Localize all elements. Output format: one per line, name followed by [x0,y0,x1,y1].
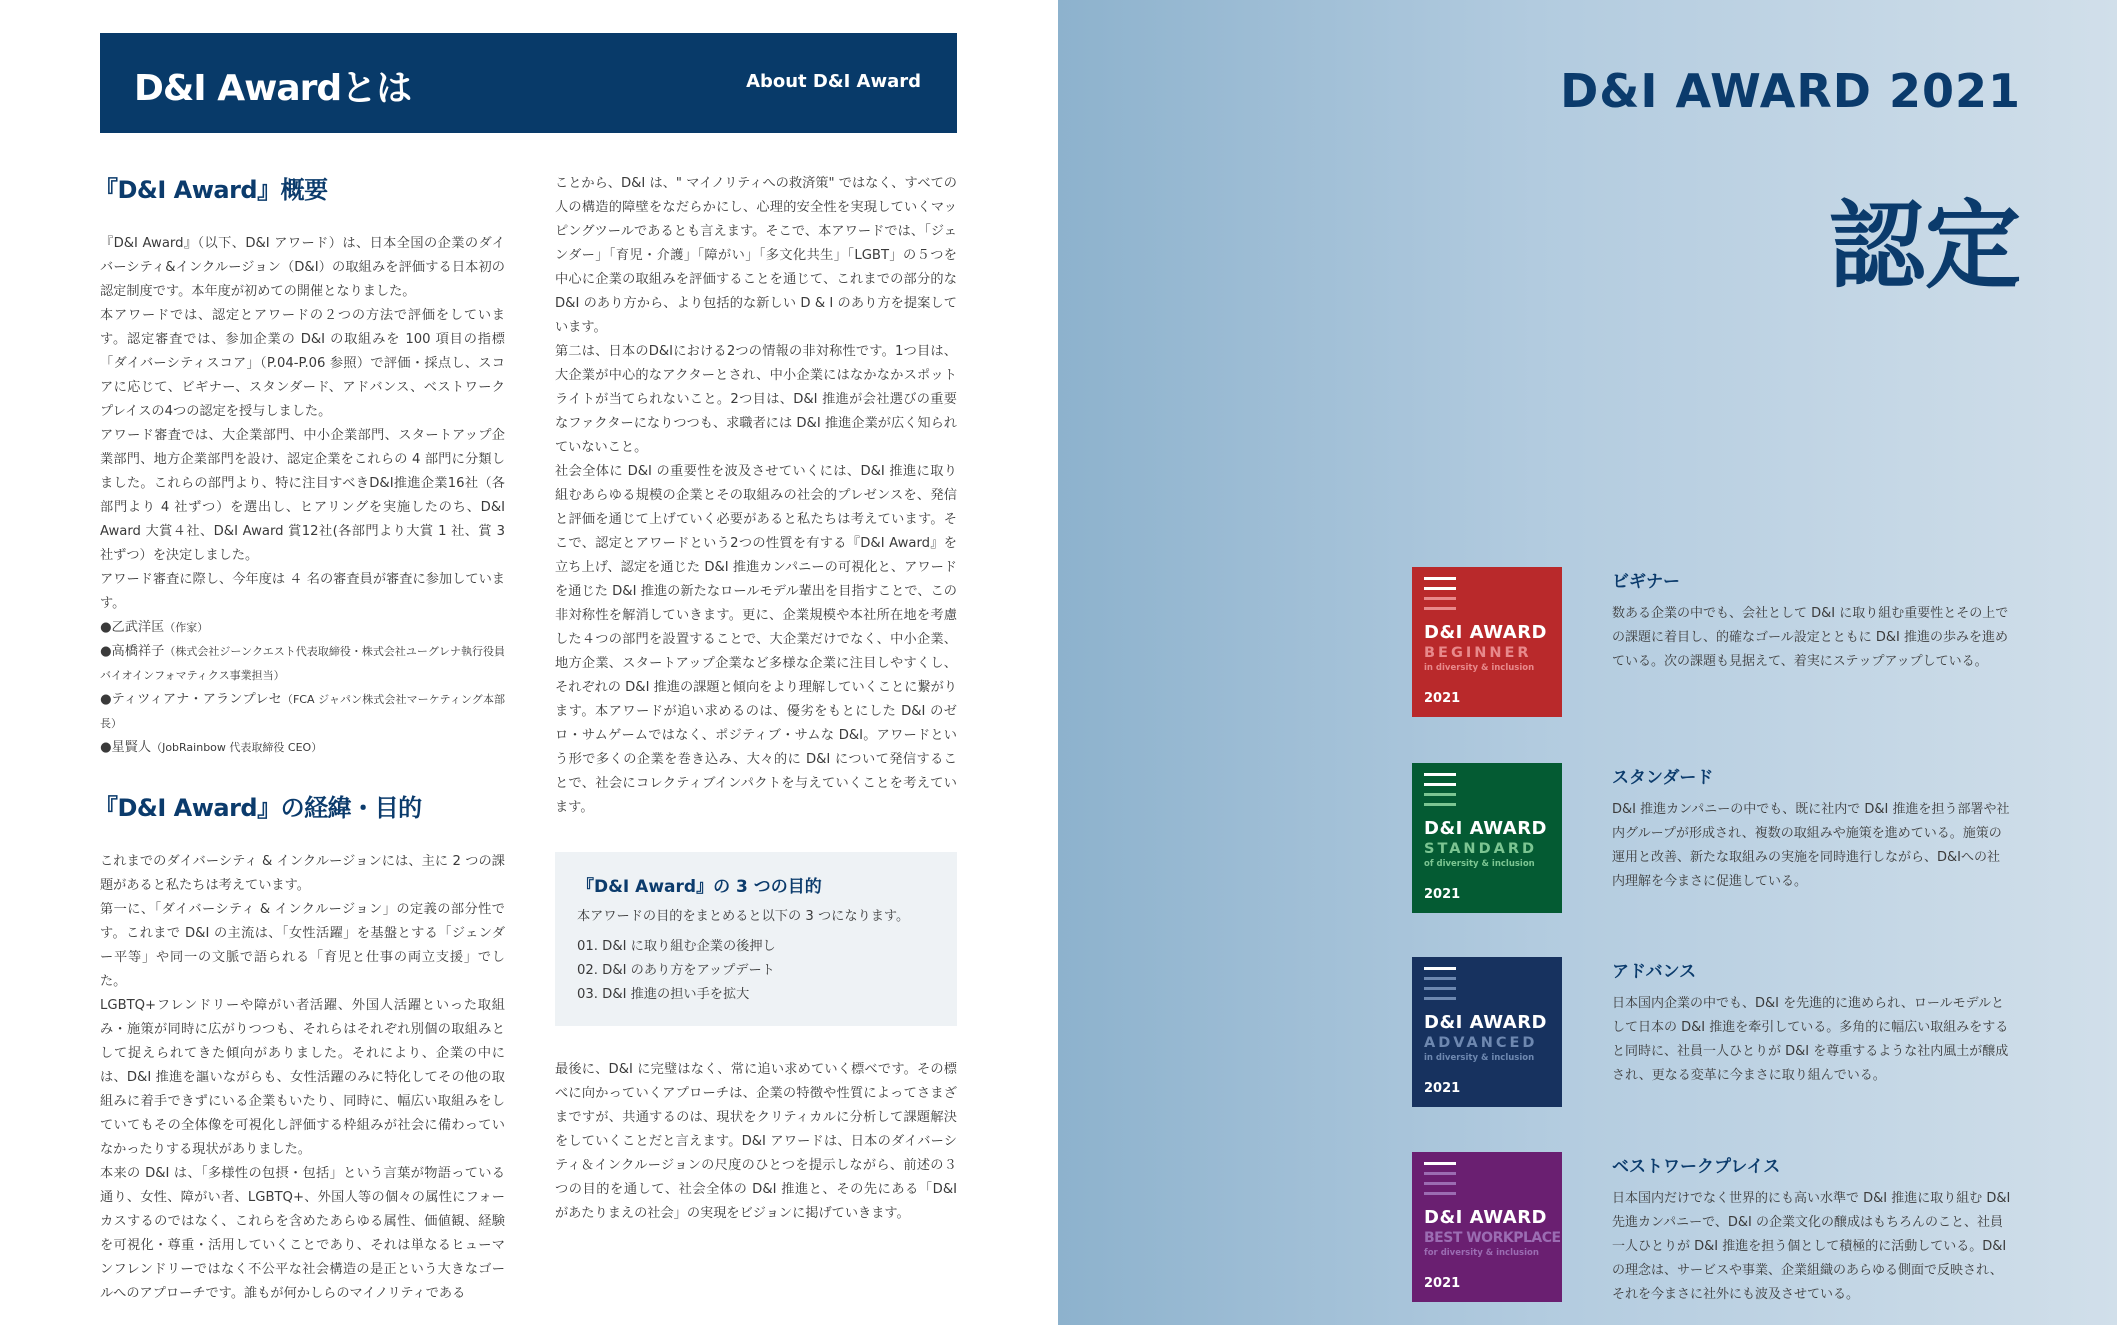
paragraph: 本来の D&I は、「多様性の包摂・包括」という言葉が物語っている通り、女性、障がい者、LGBTQ+、外国人等の個々の属性にフォーカスするのではなく、これらを含めたあらゆる属性、価値観、経験を可視化・尊重・活用していくことであり、それは単なるヒューマンフレンドリーではなく不公平な社会構造の是正という大きなゴールへのアプローチです。誰もが何かしらのマイノリティである [100,1166,505,1301]
judge-role: （FCA ジャパン株式会社マーケティング本部長） [100,693,505,730]
right-page [1058,0,2117,1325]
paragraph: アワード審査では、大企業部門、中小企業部門、スタートアップ企業部門、地方企業部門を設け、認定企業をこれらの 4 部門に分類しました。これらの部門より、特に注目すべきD&I推進企業16社（各部門より 4 社ずつ）を選出し、ヒアリングを実施したのち、D&I Award 大賞４社、D&I Award 賞12社(各部門より大賞 1 社、賞 3 社ずつ）を決定しました。 [100,428,505,563]
judge-name: ●高橋祥子 [100,644,165,659]
paragraph: 第一に、「ダイバーシティ & インクルージョン」の定義の部分性です。これまで D&I の主流は、「女性活躍」を基盤とする「ジェンダー平等」や同一の文脈で語られる「育児と仕事の両立支援」でした。 [100,902,505,989]
paragraph: 第二は、日本のD&Iにおける2つの情報の非対称性です。1つ目は、大企業が中心的なアクターとされ、中小企業にはなかなかスポットライトが当てられないこと。2つ目は、D&I 推進が会社選びの重要なファクターになりつつも、求職者には D&I 推進企業が広く知られていないこと。 [555,344,957,455]
badge-level: BEGINNER [1424,645,1532,661]
certification-name: ベストワークプレイス [1612,1157,1781,1177]
certification-name: スタンダード [1612,768,1714,788]
paragraph: ことから、D&I は、" マイノリティへの救済策" ではなく、すべての人の構造的障壁をなだらかにし、心理的安全性を実現していくマッピングツールであるとも言えます。そこで、本アワードでは、「ジェンダー」「育児・介護」「障がい」「多文化共生」「LGBT」の５つを中心に企業の取組みを評価することを通じて、これまでの部分的な D&I のあり方から、より包括的な新しい D & I のあり方を提案しています。 [555,176,957,335]
badge-level: ADVANCED [1424,1035,1538,1051]
judge-item [100,736,505,760]
badge-level: STANDARD [1424,841,1538,857]
judge-role: （作家） [164,621,209,634]
paragraph: 社会全体に D&I の重要性を波及させていくには、D&I 推進に取り組むあらゆる規模の企業とその取組みの社会的プレゼンスを、発信と評価を通じて上げていく必要があると私たちは考えています。そこで、認定とアワードという2つの性質を有する『D&I Award』を立ち上げ、認定を通じた D&I 推進カンパニーの可視化と、アワードを通じた D&I 推進の新たなロールモデル輩出を目指すことで、この非対称性を解消していきます。更に、企業規模や本社所在地を考慮した４つの部門を設置することで、大企業だけでなく、中小企業、地方企業、スタートアップ企業など多様な企業に注目しやすくし、それぞれの D&I 推進の課題と傾向をより理解していくことに繋がります。本アワードが追い求めるのは、優劣をもとにした D&I のゼロ・サムゲームではなく、ポジティブ・サムな D&I。アワードという形で多くの企業を巻き込み、大々的に D&I について発信することで、社会にコレクティブインパクトを与えていくことを考えています。 [555,464,957,815]
judge-item [100,640,505,688]
purpose-item: 03. D&I 推進の担い手を拡大 [577,987,750,1002]
judge-name: ●星賢人 [100,740,152,755]
menu-lines-icon [1424,1162,1550,1195]
overview-heading: 『D&I Award』概要 [94,176,328,204]
badge-tagline: in diversity & inclusion [1424,663,1535,673]
purpose-item: 02. D&I のあり方をアップデート [577,963,775,978]
judge-role: （株式会社ジーンクエスト代表取締役・株式会社ユーグレナ執行役員バイオインフォマティクス事業担当） [100,645,505,682]
column-2 [555,172,957,820]
menu-lines-icon [1424,967,1550,1000]
judge-name: ●ティツィアナ・アランプレセ [100,692,282,707]
badge-title: D&I AWARD [1424,818,1548,839]
certification-name: アドバンス [1612,962,1697,982]
certification-description: D&I 推進カンパニーの中でも、既に社内で D&I 推進を担う部署や社内グループが形成され、複数の取組みや施策を進めている。施策の運用と改善、新たな取組みの実施を同時進行しながら、D&Iへの社内理解を今まさに促進している。 [1612,802,2010,889]
badge-level: BEST WORKPLACE [1424,1230,1561,1246]
certification-title: 認定 [1829,190,2021,302]
paragraph: 『D&I Award』（以下、D&I アワード）は、日本全国の企業のダイバーシティ&インクルージョン（D&I）の取組みを評価する日本初の認定制度です。本年度が初めての開催となりました。 [100,236,505,299]
purpose-item: 01. D&I に取り組む企業の後押し [577,939,776,954]
paragraph: これまでのダイバーシティ & インクルージョンには、主に 2 つの課題があると私たちは考えています。 [100,854,505,893]
badge-title: D&I AWARD [1424,1012,1548,1033]
certification-description: 数ある企業の中でも、会社として D&I に取り組む重要性とその上での課題に着目し、的確なゴール設定とともに D&I 推進の歩みを進めている。次の課題も見据えて、着実にステップアップしている。 [1612,606,2009,669]
paragraph: LGBTQ+フレンドリーや障がい者活躍、外国人活躍といった取組み・施策が同時に広がりつつも、それらはそれぞれ別個の取組みとして捉えられてきた傾向がありました。それにより、企業の中には、D&I 推進を謳いながらも、女性活躍のみに特化してその他の取組みに着手できずにいる企業もいたり、同時に、幅広い取組みをしていてもその全体像を可視化し評価する枠組みが社会に備わっていなかったりする現状がありました。 [100,998,505,1157]
award-badge [1412,957,1562,1107]
purposes-box [555,852,957,1026]
badge-year: 2021 [1424,1276,1461,1291]
judge-role: （JobRainbow 代表取締役 CEO） [151,741,323,754]
badge-tagline: of diversity & inclusion [1424,859,1535,869]
page-subtitle: About D&I Award [746,71,921,92]
certification-name: ビギナー [1612,572,1680,592]
badge-year: 2021 [1424,1081,1461,1096]
page-header [100,33,957,133]
award-title: D&I AWARD 2021 [1560,64,2021,118]
judge-item [100,688,505,736]
judge-name: ●乙武洋匡 [100,620,165,635]
left-page [0,0,1058,1325]
certification-description: 日本国内だけでなく世界的にも高い水準で D&I 推進に取り組む D&I 先進カンパニーで、D&I の企業文化の醸成はもちろんのこと、社員一人ひとりが D&I 推進を担う個として積極的に活動している。D&I の理念は、サービスや事業、企業組織のあらゆる側面で反映され、それを今まさに社外にも波及させている。 [1612,1191,2011,1302]
judge-item [100,616,505,640]
badge-year: 2021 [1424,887,1461,902]
badge-tagline: in diversity & inclusion [1424,1053,1535,1063]
certification-text [1612,957,2012,1088]
purposes-intro: 本アワードの目的をまとめると以下の 3 つになります。 [577,909,910,924]
award-badge [1412,763,1562,913]
closing-paragraph: 最後に、D&I に完璧はなく、常に追い求めていく標べです。その標べに向かっていくアプローチは、企業の特徴や性質によってさまざまですが、共通するのは、現状をクリティカルに分析して課題解決をしていくことだと言えます。D&I アワードは、日本のダイバーシティ＆インクルージョンの尺度のひとつを提示しながら、前述の３つの目的を通して、社会全体の D&I 推進と、その先にある「D&I があたりまえの社会」の実現をビジョンに掲げていきます。 [555,1062,957,1221]
menu-lines-icon [1424,577,1550,610]
badge-tagline: for diversity & inclusion [1424,1248,1539,1258]
menu-lines-icon [1424,773,1550,806]
history-heading: 『D&I Award』の経緯・目的 [94,794,422,822]
award-badge [1412,567,1562,717]
purposes-list [577,935,935,1007]
award-badge [1412,1152,1562,1302]
badge-title: D&I AWARD [1424,1207,1548,1228]
badge-title: D&I AWARD [1424,622,1548,643]
purposes-heading: 『D&I Award』の 3 つの目的 [577,877,822,897]
page-title: D&I Awardとは [134,68,412,109]
certification-text [1612,567,2012,674]
certification-text [1612,1152,2012,1307]
paragraph: アワード審査に際し、今年度は ４ 名の審査員が審査に参加しています。 [100,572,505,611]
column-1 [94,172,505,1306]
certification-text [1612,763,2012,894]
certification-description: 日本国内企業の中でも、D&I を先進的に進められ、ロールモデルとして日本の D&I 推進を牽引している。多角的に幅広い取組みをすると同時に、社員一人ひとりが D&I を尊重するような社内風土が醸成され、更なる変革に今まさに取り組んでいる。 [1612,996,2009,1083]
paragraph: 本アワードでは、認定とアワードの２つの方法で評価をしています。認定審査では、参加企業の D&I の取組みを 100 項目の指標「ダイバーシティスコア」（P.04-P.06 参照）で評価・採点し、スコアに応じて、ビギナー、スタンダード、アドバンス、ベストワークプレイスの4つの認定を授与しました。 [100,308,505,419]
closing-column [555,1058,957,1226]
badge-year: 2021 [1424,691,1461,706]
